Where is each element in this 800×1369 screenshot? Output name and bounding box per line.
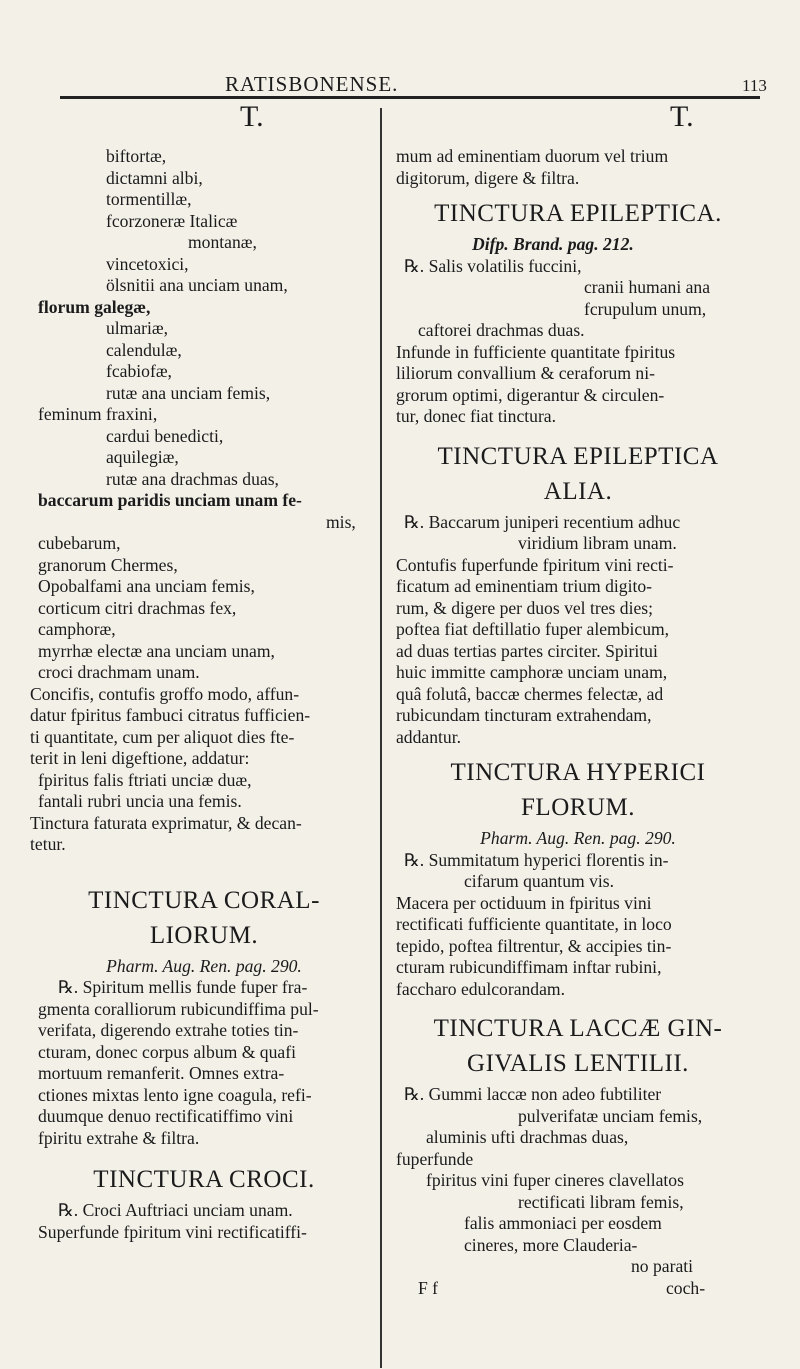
text-line: grorum optimi, digerantur & circulen- xyxy=(396,384,665,405)
text-line: cturam, donec corpus album & quafi xyxy=(38,1041,296,1062)
text-line: rectificati fufficiente quantitate, in loco xyxy=(396,914,672,934)
text-line: granorum Chermes, xyxy=(38,554,178,575)
text-line: cturam rubicundiffimam inftar rubini, xyxy=(396,957,662,977)
text-line: pulverifatæ unciam femis, xyxy=(518,1105,703,1126)
text-line: Contufis fuperfunde fpiritum vini recti- xyxy=(396,554,674,575)
text-line: baccarum paridis unciam unam fe- xyxy=(38,490,302,510)
text-line: montanæ, xyxy=(188,232,257,252)
section-heading: TINCTURA CROCI. xyxy=(93,1166,315,1193)
catchword: coch- xyxy=(666,1277,706,1298)
right-column xyxy=(396,146,760,1299)
text-line: ℞. Baccarum juniperi recentium adhuc xyxy=(404,511,681,532)
text-line: rectificati libram femis, xyxy=(518,1191,684,1212)
section-reference: Pharm. Aug. Ren. pag. 290. xyxy=(480,828,676,848)
text-line: ℞. Spiritum mellis funde fuper fra- xyxy=(58,977,308,997)
section-heading: TINCTURA CORAL- xyxy=(88,886,320,914)
text-line: aquilegiæ, xyxy=(106,447,179,467)
text-line: fpiritu extrahe & filtra. xyxy=(38,1127,200,1148)
column-letter-left: T. xyxy=(240,100,264,133)
page-header xyxy=(0,72,800,96)
text-line: Tinctura faturata exprimatur, & decan- xyxy=(30,812,302,833)
section-heading: TINCTURA EPILEPTICA. xyxy=(434,200,722,227)
text-line: rubicundam tincturam extrahendam, xyxy=(396,705,652,725)
text-line: corticum citri drachmas fex, xyxy=(38,597,237,618)
text-line: ctiones mixtas lento igne coagula, refi- xyxy=(38,1084,312,1105)
text-line: croci drachmam unam. xyxy=(38,662,200,682)
text-line: cineres, more Clauderia- xyxy=(464,1234,638,1255)
running-title: RATISBONENSE. xyxy=(225,72,399,96)
text-line: ad duas tertias partes circiter. Spiritui xyxy=(396,640,658,661)
header-rule xyxy=(60,96,760,99)
left-column xyxy=(30,146,370,1243)
text-line: quâ folutâ, baccæ chermes felectæ, ad xyxy=(396,683,664,704)
text-line: cifarum quantum vis. xyxy=(464,871,615,891)
text-line: fuperfunde xyxy=(396,1148,474,1169)
text-line: Infunde in fufficiente quantitate fpiritus xyxy=(396,341,676,362)
section-heading: TINCTURA EPILEPTICA xyxy=(437,442,719,470)
text-line: viridium libram unam. xyxy=(518,533,677,553)
text-line: tepido, poftea filtrentur, & accipies tin- xyxy=(396,935,672,956)
text-line: ulmariæ, xyxy=(106,318,169,338)
section-heading: GIVALIS LENTILII. xyxy=(467,1050,689,1077)
text-line: digitorum, digere & filtra. xyxy=(396,167,580,188)
text-line: duumque denuo rectificatiffimo vini xyxy=(38,1106,294,1126)
page-number: 113 xyxy=(742,76,767,95)
text-line: fcrupulum unum, xyxy=(584,298,707,319)
text-line: myrrhæ electæ ana unciam unam, xyxy=(38,640,275,661)
text-line: cardui benedicti, xyxy=(106,425,224,446)
section-heading: LIORUM. xyxy=(149,921,259,949)
text-line: liliorum convallium & ceraforum ni- xyxy=(396,363,655,383)
text-line: verifata, digerendo extrahe toties tin- xyxy=(38,1020,299,1040)
text-line: fpiritus falis ftriati unciæ duæ, xyxy=(38,769,252,790)
text-line: cubebarum, xyxy=(38,533,121,553)
column-letter-right: T. xyxy=(670,100,694,133)
text-line: Macera per octiduum in fpiritus vini xyxy=(396,892,652,913)
text-line: tur, donec fiat tinctura. xyxy=(396,406,557,426)
text-line: gmenta coralliorum rubicundiffima pul- xyxy=(38,998,319,1019)
text-line: ficatum ad eminentiam trium digito- xyxy=(396,576,653,596)
text-line: ti quantitate, cum per aliquot dies fte- xyxy=(30,726,295,747)
column-divider xyxy=(380,108,382,1368)
text-line: addantur. xyxy=(396,726,461,747)
section-heading: ALIA. xyxy=(543,477,613,505)
text-line: terit in leni digeftione, addatur: xyxy=(30,748,250,768)
text-line: fpiritus vini fuper cineres clavellatos xyxy=(426,1170,684,1190)
text-line: biftortæ, xyxy=(106,146,167,166)
text-line: rutæ ana unciam femis, xyxy=(106,382,271,403)
text-line: falis ammoniaci per eosdem xyxy=(464,1213,662,1233)
text-line: fcabiofæ, xyxy=(106,361,172,381)
text-line: aluminis ufti drachmas duas, xyxy=(426,1127,629,1147)
text-line: no parati xyxy=(631,1256,694,1276)
section-reference: Pharm. Aug. Ren. pag. 290. xyxy=(106,955,302,976)
text-line: camphoræ, xyxy=(38,619,116,639)
text-line: florum galegæ, xyxy=(38,296,151,317)
text-line: Opobalfami ana unciam femis, xyxy=(38,576,255,596)
text-line: mum ad eminentiam duorum vel trium xyxy=(396,146,669,166)
text-line: caftorei drachmas duas. xyxy=(418,320,585,340)
text-line: ℞. Croci Auftriaci unciam unam. xyxy=(58,1200,293,1220)
text-line: poftea fiat deftillatio fuper alembicum, xyxy=(396,619,670,639)
text-line: ölsnitii ana unciam unam, xyxy=(106,275,288,295)
text-line: ℞. Gummi laccæ non adeo fubtiliter xyxy=(404,1084,662,1104)
text-line: dictamni albi, xyxy=(106,167,203,188)
text-line: calendulæ, xyxy=(106,339,182,360)
text-line: ℞. Salis volatilis fuccini, xyxy=(404,255,582,276)
text-line: Superfunde fpiritum vini rectificatiffi- xyxy=(38,1221,307,1242)
text-line: rutæ ana drachmas duas, xyxy=(106,468,279,489)
text-line: mortuum remanferit. Omnes extra- xyxy=(38,1063,285,1083)
text-line: mis, xyxy=(326,511,356,532)
text-line: rum, & digere per duos vel tres dies; xyxy=(396,597,653,618)
section-reference: Difp. Brand. pag. 212. xyxy=(472,234,634,254)
text-line: fcorzoneræ Italicæ xyxy=(106,210,238,231)
text-line: Concifis, contufis groffo modo, affun- xyxy=(30,683,300,704)
signature-mark: F f xyxy=(418,1277,439,1298)
page-footer xyxy=(396,1278,760,1299)
text-line: fantali rubri uncia una femis. xyxy=(38,791,242,811)
section-heading: FLORUM. xyxy=(521,794,635,821)
text-line: vincetoxici, xyxy=(106,253,189,274)
section-heading: TINCTURA HYPERICI xyxy=(450,759,706,786)
text-line: feminum fraxini, xyxy=(38,404,158,424)
text-line: ℞. Summitatum hyperici florentis in- xyxy=(404,849,669,870)
section-heading: TINCTURA LACCÆ GIN- xyxy=(433,1015,723,1042)
text-line: faccharo edulcorandam. xyxy=(396,978,565,999)
text-line: tormentillæ, xyxy=(106,189,192,209)
text-line: cranii humani ana xyxy=(584,277,711,297)
text-line: datur fpiritus fambuci citratus fufficien- xyxy=(30,705,311,725)
text-line: tetur. xyxy=(30,834,66,854)
text-line: huic immitte camphoræ unciam unam, xyxy=(396,662,668,682)
